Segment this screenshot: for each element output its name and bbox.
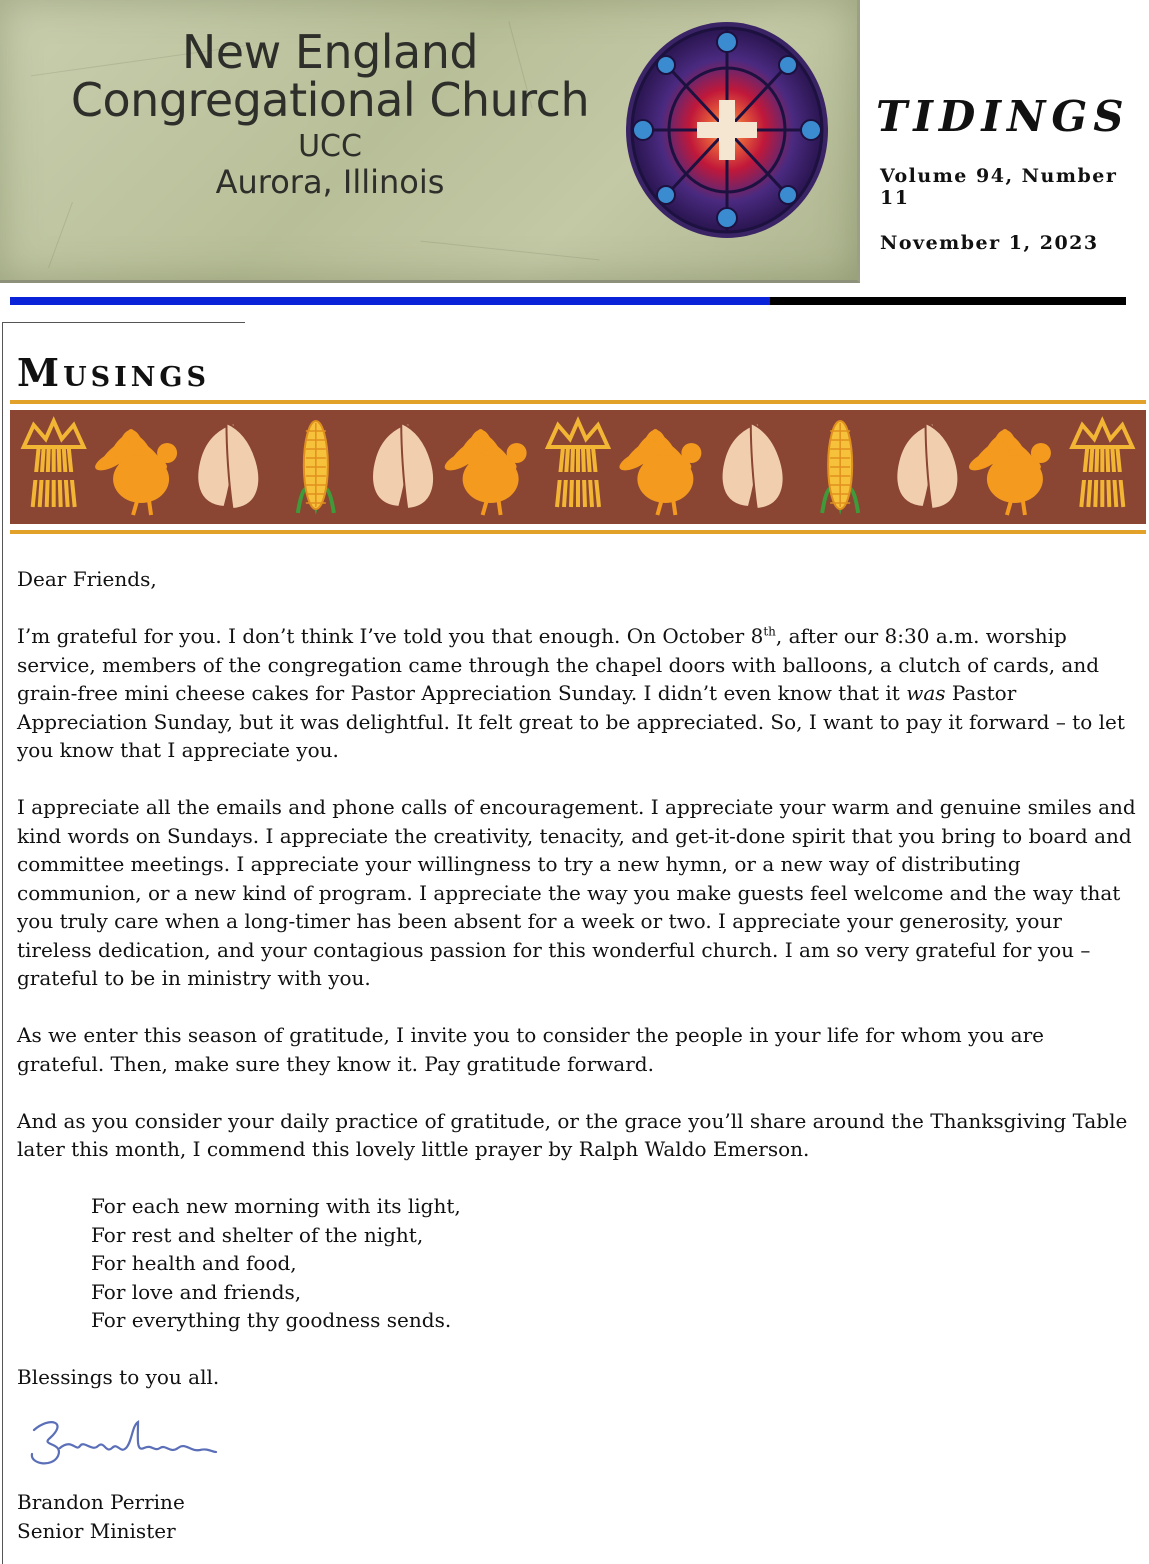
wheat-icon xyxy=(24,421,84,507)
church-denomination: UCC xyxy=(298,128,362,164)
poem-line: For rest and shelter of the night, xyxy=(91,1222,424,1247)
letter-body xyxy=(17,565,1137,1420)
rose-window-icon xyxy=(624,20,830,240)
turkey-icon xyxy=(442,429,527,515)
section-title: Musings xyxy=(17,350,210,395)
issue-date: November 1, 2023 xyxy=(880,232,1099,254)
poem-line: For health and food, xyxy=(91,1251,297,1275)
praying-hands-icon xyxy=(896,423,958,509)
turkey-icon xyxy=(92,429,177,515)
church-name-line1: New England xyxy=(181,25,479,79)
letter-paragraph-3: As we enter this season of gratitude, I invite you to consider the people in your life for whom you are grateful. Then, make sure they know it. Pay gratitude forward. xyxy=(17,1023,1044,1076)
letter-paragraph-1: I’m grateful for you. I don’t think I’ve told you that enough. On October 8th, after our 8:30 a.m. worship service, members of the congregation came through the chapel doors with balloons, a clutch of cards, and grain-free mini cheese cakes for Pastor Appreciation Sunday. I didn’t even know that it was Pastor Appreciation Sunday, but it was delightful. It felt great to be appreciated. So, I want to pay it forward – to let you know that I appreciate you. xyxy=(17,624,1125,762)
thanksgiving-banner xyxy=(10,400,1146,534)
poem-line: For everything thy goodness sends. xyxy=(91,1308,452,1332)
praying-hands-icon xyxy=(197,423,259,509)
banner-band xyxy=(10,410,1146,524)
newsletter-title: TIDINGS xyxy=(876,92,1130,141)
turkey-icon xyxy=(617,429,702,515)
church-name-line2: Congregational Church xyxy=(70,73,590,128)
frame-border-top xyxy=(2,322,245,323)
volume-number: Volume 94, Number 11 xyxy=(880,165,1118,209)
letter-paragraph-4: And as you consider your daily practice of gratitude, or the grace you’ll share around the Thanksgiving Table later this month, I commend this lovely little prayer by Ralph Waldo Emerson. xyxy=(17,1108,1128,1161)
letter-paragraph-2: I appreciate all the emails and phone calls of encouragement. I appreciate your warm and genuine smiles and kind words on Sundays. I appreciate the creativity, tenacity, and get-it-done spirit that you bring to board and committee meetings. I appreciate your willingness to try a new hymn, or a new way of distributing communion, or a new kind of program. I appreciate the way you make guests feel welcome and the way that you truly care when a long-timer has been absent for a week or two. I appreciate your generosity, your tireless dedication, and your contagious passion for this wonderful church. I am so very grateful for you – grateful to be in ministry with you. xyxy=(17,795,1136,990)
church-name xyxy=(0,25,660,202)
poem-line: For love and friends, xyxy=(91,1279,302,1304)
praying-hands-icon xyxy=(372,423,434,509)
poem-line: For each new morning with its light, xyxy=(91,1194,461,1218)
banner-gold-rule-bottom xyxy=(10,530,1146,534)
signer-title: Senior Minister xyxy=(17,1518,176,1543)
signer-block xyxy=(17,1488,185,1545)
corn-icon xyxy=(298,421,334,513)
signer-name: Brandon Perrine xyxy=(17,1490,185,1514)
frame-border-left xyxy=(2,322,3,1564)
masthead xyxy=(0,0,860,283)
banner-icons xyxy=(10,410,1146,524)
header-rule-black xyxy=(770,297,1126,305)
turkey-icon xyxy=(966,429,1051,515)
wheat-icon xyxy=(548,421,608,507)
banner-gold-rule-top xyxy=(10,400,1146,404)
church-location: Aurora, Illinois xyxy=(215,163,445,202)
corn-icon xyxy=(822,421,858,513)
wheat-icon xyxy=(1072,421,1132,507)
praying-hands-icon xyxy=(722,423,784,509)
header-rule-blue xyxy=(10,297,770,305)
signature-image xyxy=(20,1408,220,1478)
letter-greeting: Dear Friends, xyxy=(17,567,157,591)
prayer-poem xyxy=(91,1192,1137,1335)
letter-closing: Blessings to you all. xyxy=(17,1365,220,1389)
